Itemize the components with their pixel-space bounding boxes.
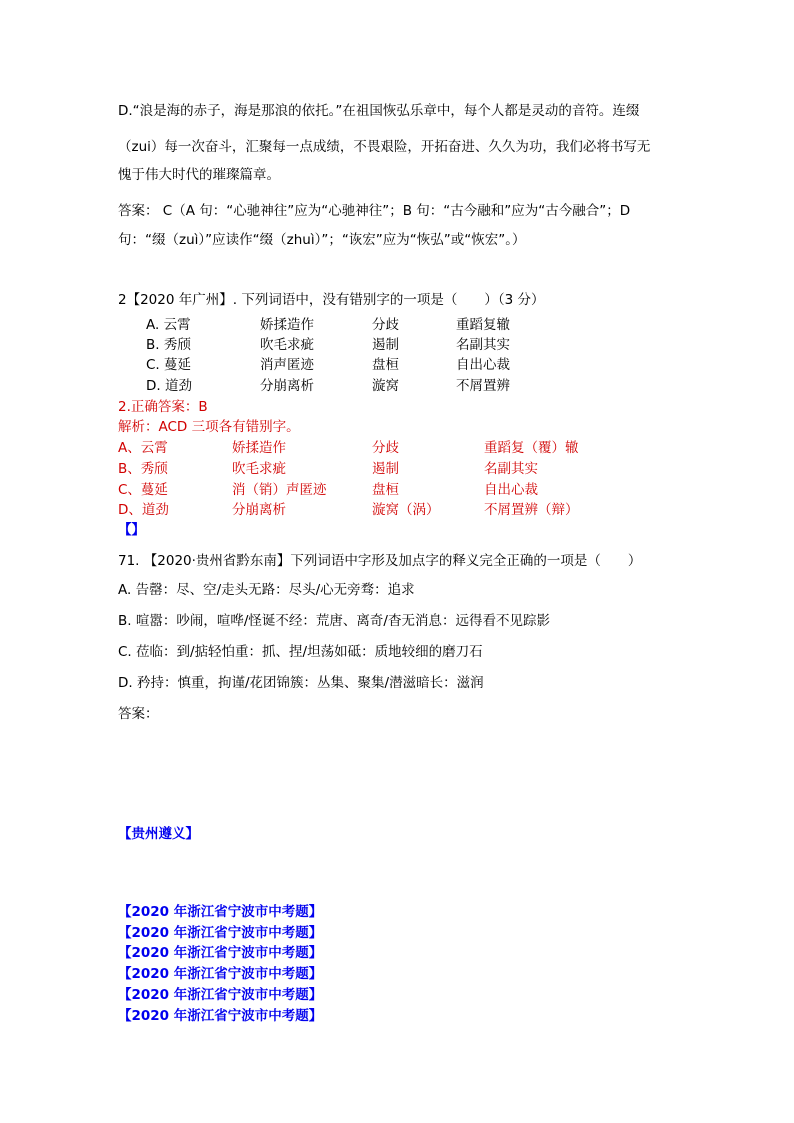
q71-option-b: B. 喧嚣：吵闹，喧哗/怪诞不经：荒唐、离奇/杳无消息：远得看不见踪影 — [118, 613, 550, 629]
q2-correction-d-2: 分崩离析 — [232, 502, 286, 518]
q2-option-c-1: C. 蔓延 — [146, 357, 192, 373]
q2-option-a-3: 分歧 — [372, 317, 399, 333]
q2-correction-b-3: 遏制 — [372, 461, 399, 477]
q2-correction-c-4: 自出心裁 — [484, 482, 538, 498]
q2-option-b-2: 吹毛求疵 — [260, 337, 314, 353]
q2-option-b-1: B. 秀颀 — [146, 337, 191, 353]
section-header-ningbo-4: 【2020 年浙江省宁波市中考题】 — [118, 966, 323, 982]
q2-correction-d-1: D、道劲 — [118, 502, 169, 518]
section-header-ningbo-1: 【2020 年浙江省宁波市中考题】 — [118, 904, 323, 920]
q71-option-c: C. 莅临：到/掂轻怕重：抓、捏/坦荡如砥：质地较细的磨刀石 — [118, 644, 483, 660]
q2-option-a-1: A. 云霄 — [146, 317, 191, 333]
section-header-ningbo-3: 【2020 年浙江省宁波市中考题】 — [118, 945, 323, 961]
q2-correction-c-2: 消（销）声匿迹 — [232, 482, 327, 498]
q2-correction-c-1: C、蔓延 — [118, 482, 168, 498]
q2-option-c-3: 盘桓 — [372, 357, 399, 373]
q2-correction-a-1: A、云霄 — [118, 440, 168, 456]
q2-analysis: 解析：ACD 三项各有错别字。 — [118, 419, 300, 435]
section-header-ningbo-5: 【2020 年浙江省宁波市中考题】 — [118, 987, 323, 1003]
q2-option-b-4: 名副其实 — [456, 337, 510, 353]
q1-answer-line-2: 句：“缀（zuì）”应读作“缀（zhuì）”；“诙宏”应为“恢弘”或“恢宏”。） — [118, 232, 526, 248]
q1-option-d-line-1: D.“浪是海的赤子，海是那浪的依托。”在祖国恢弘乐章中，每个人都是灵动的音符。连缀 — [118, 103, 640, 119]
q2-correction-d-4: 不屑置辨（辩） — [484, 502, 579, 518]
q2-empty-bracket: 【】 — [118, 522, 145, 538]
q2-correction-d-3: 漩窝（涡） — [372, 502, 440, 518]
q2-option-d-4: 不屑置辨 — [456, 378, 510, 394]
q2-option-d-1: D. 道劲 — [146, 378, 192, 394]
q71-stem: 71. 【2020·贵州省黔东南】下列词语中字形及加点字的释义完全正确的一项是（ ） — [118, 553, 642, 569]
q2-correction-a-3: 分歧 — [372, 440, 399, 456]
q71-answer-label: 答案： — [118, 706, 159, 722]
section-header-ningbo-6: 【2020 年浙江省宁波市中考题】 — [118, 1008, 323, 1024]
q1-option-d-line-2: （zui）每一次奋斗，汇聚每一点成绩，不畏艰险，开拓奋进、久久为功，我们必将书写无 — [118, 139, 651, 155]
q2-option-d-2: 分崩离析 — [260, 378, 314, 394]
q2-correction-b-1: B、秀颀 — [118, 461, 168, 477]
q2-answer: 2.正确答案：B — [118, 399, 208, 415]
q2-option-a-2: 娇揉造作 — [260, 317, 314, 333]
q2-option-c-4: 自出心裁 — [456, 357, 510, 373]
section-header-ningbo-2: 【2020 年浙江省宁波市中考题】 — [118, 925, 323, 941]
q1-option-d-line-3: 愧于伟大时代的璀璨篇章。 — [118, 167, 280, 183]
q2-correction-c-3: 盘桓 — [372, 482, 399, 498]
q2-stem: 2【2020 年广州】. 下列词语中，没有错别字的一项是（ ）（3 分） — [118, 292, 545, 308]
q2-option-b-3: 遏制 — [372, 337, 399, 353]
q71-option-a: A. 告罄：尽、空/走头无路：尽头/心无旁骛：追求 — [118, 582, 415, 598]
q2-option-c-2: 消声匿迹 — [260, 357, 314, 373]
q2-correction-a-2: 娇揉造作 — [232, 440, 286, 456]
q2-correction-a-4: 重蹈复（覆）辙 — [484, 440, 579, 456]
section-header-guizhou-zunyi: 【贵州遵义】 — [118, 826, 199, 842]
q2-correction-b-4: 名副其实 — [484, 461, 538, 477]
q2-correction-b-2: 吹毛求疵 — [232, 461, 286, 477]
q71-option-d: D. 矜持：慎重，拘谨/花团锦簇：丛集、聚集/潜滋暗长：滋润 — [118, 675, 484, 691]
q2-option-d-3: 漩窝 — [372, 378, 399, 394]
q2-option-a-4: 重蹈复辙 — [456, 317, 510, 333]
q1-answer-line-1: 答案： C（A 句：“心驰神往”应为“心驰神往”；B 句：“古今融和”应为“古今融合”；D — [118, 203, 631, 219]
